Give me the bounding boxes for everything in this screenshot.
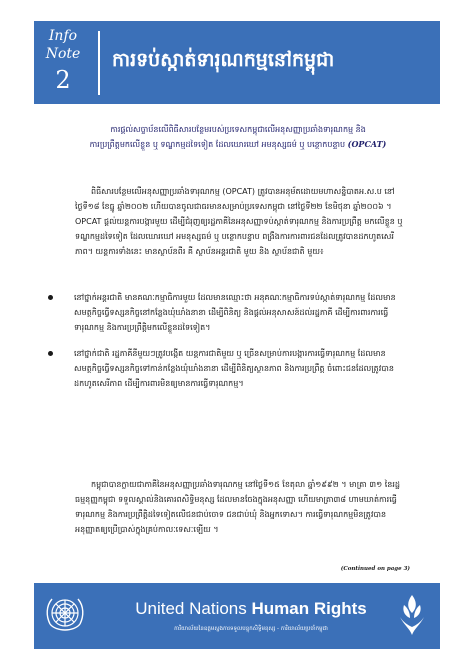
subtitle-acronym: (OPCAT) bbox=[347, 139, 387, 149]
page-title: ការទប់ស្កាត់ទារុណកម្មនៅកម្ពុជា bbox=[112, 49, 335, 71]
list-item bbox=[48, 290, 410, 335]
series-line2: Note bbox=[45, 46, 81, 62]
series-number: 2 bbox=[55, 66, 71, 94]
cambodia-paragraph: កម្ពុជាបានក្លាយជាភាគីនៃអនុសញ្ញាប្រឆាំងទារុណកម្ម នៅថ្ងៃទី១៥ ខែតុលា ឆ្នាំ១៩៩២ ។ មាត្រា ៣១ នៃរដ្ឋធម្មនុញ្ញកម្ពុជា ទទួលស្គាល់និងគោរពសិទ្ធិមនុស្ស ដែលមានចែងក្នុងអនុសញ្ញា ហើយមាត្រា៣៨ ហាមឃាត់ការធ្វើទារុណកម្ម និងការប្រព្រឹត្តិដទៃទៀតលើជនជាប់ចោទ ជនជាប់ឃុំ និងអ្នកទោស។ ការធ្វើទារុណកម្មមិនត្រូវបានអនុញ្ញាតឲ្យប្រើប្រាស់ក្នុងគ្រប់កាលៈទេសៈឡើយ ។ bbox=[75, 480, 400, 534]
footer-brand bbox=[106, 599, 396, 619]
intro-paragraph: ពិធីសារបន្ថែមលើអនុសញ្ញាប្រឆាំងទារុណកម្ម (OPCAT) ត្រូវបានអនុម័តដោយមហាសន្និបាតអ.ស.ប នៅថ្ងៃទី១៨ ខែធ្នូ ឆ្នាំ២០០២ ហើយបានចូលជាធរមានសម្រាប់ប្រទេសកម្ពុជា នៅថ្ងៃទី២២ ខែមិថុនា ឆ្នាំ២០០៦ ។ OPCAT ផ្តល់យន្តការបង្ការមួយ ដើម្បីជំរុញឲ្យរដ្ឋភាគីនៃអនុសញ្ញាទប់ស្កាត់ទារុណកម្ម និងការប្រព្រឹត្ត មកលើខ្លួន ឬទណ្ឌកម្មដទៃទៀត ដែលឃោរឃៅ អមនុស្សធម៌ ឬ បន្ថោកបន្ទាប ពង្រឹងការការពារជនដែលត្រូវបានដកហូតសេរីភាព។ យន្តការទាំងនេះ មានស្ថាប័នពីរ គឺ ស្ថាប័នអន្តរជាតិ មួយ និង ស្ថាប័នជាតិ មួយ៖ bbox=[75, 187, 403, 256]
mechanism-list bbox=[48, 290, 410, 402]
header-band bbox=[34, 21, 440, 104]
subtitle-line2 bbox=[70, 137, 406, 152]
bullet-icon bbox=[48, 295, 53, 300]
ohchr-emblem-icon bbox=[394, 591, 430, 641]
continued-note: (Continued on page 3) bbox=[340, 566, 410, 572]
footer-subline: ការិយាល័យនៃឧត្តមស្នងការទទួលបន្ទុកសិទ្ធិមនុស្ស - ការិយាល័យប្រចាំកម្ពុជា bbox=[174, 626, 328, 632]
list-item bbox=[48, 346, 410, 391]
subtitle-line1: ការផ្តល់សច្ចាប័នលើពិធីសារបន្ថែមរបស់ប្រទេសកម្ពុជាលើអនុសញ្ញាប្រឆាំងទារុណកម្ម និង bbox=[110, 125, 366, 134]
bullet-icon bbox=[48, 351, 53, 356]
footer-band bbox=[34, 583, 440, 649]
header-divider bbox=[98, 31, 100, 95]
subtitle bbox=[70, 123, 406, 152]
bullet-text-national: នៅថ្នាក់ជាតិ រដ្ឋភាគីនីមួយៗត្រូវបង្កើត យន្តការជាតិមួយ ឬ ច្រើនសម្រាប់ការបង្ការការធ្វើទារុណកម្ម ដែលមានសមត្ថកិច្ចធ្វើទស្សនកិច្ចទៅកាន់កន្លែងឃុំឃាំងនានា ដើម្បីពិនិត្យស្ថានភាព និងការប្រព្រឹត្ត ចំពោះជនដែលត្រូវបានដកហូតសេរីភាព ដើម្បីការពារមិនឲ្យមានការធ្វើទារុណកម្ម។ bbox=[74, 349, 394, 388]
un-emblem-icon bbox=[42, 592, 88, 638]
info-note-label bbox=[34, 27, 92, 95]
series-line1: Info bbox=[48, 28, 78, 44]
bullet-text-international: នៅថ្នាក់អន្តរជាតិ មានគណៈកម្មាធិការមួយ ដែលមានឈ្មោះថា អនុគណៈកម្មាធិការទប់ស្កាត់ទារុណកម្ម ដែលមានសមត្ថកិច្ចធ្វើទស្សនកិច្ចនៅកន្លែងឃុំឃាំងនានា ដើម្បីពិនិត្យ និងផ្តល់អនុសាសន៍ដល់រដ្ឋភាគី ដើម្បីការពារការធ្វើទារុណកម្ម និងការប្រព្រឹត្តិមកលើខ្លួនដទៃទៀត។ bbox=[74, 293, 396, 332]
brand-regular: United Nations bbox=[135, 599, 247, 618]
subtitle-line2-text: ការប្រព្រឹត្តមកលើខ្លួន ឬ ទណ្ឌកម្មដទៃទៀត ដែលឃោរឃៅ អមនុស្សធម៌ ឬ បន្ថោកបន្ទាប bbox=[89, 140, 346, 149]
brand-strong: Human Rights bbox=[251, 599, 367, 618]
